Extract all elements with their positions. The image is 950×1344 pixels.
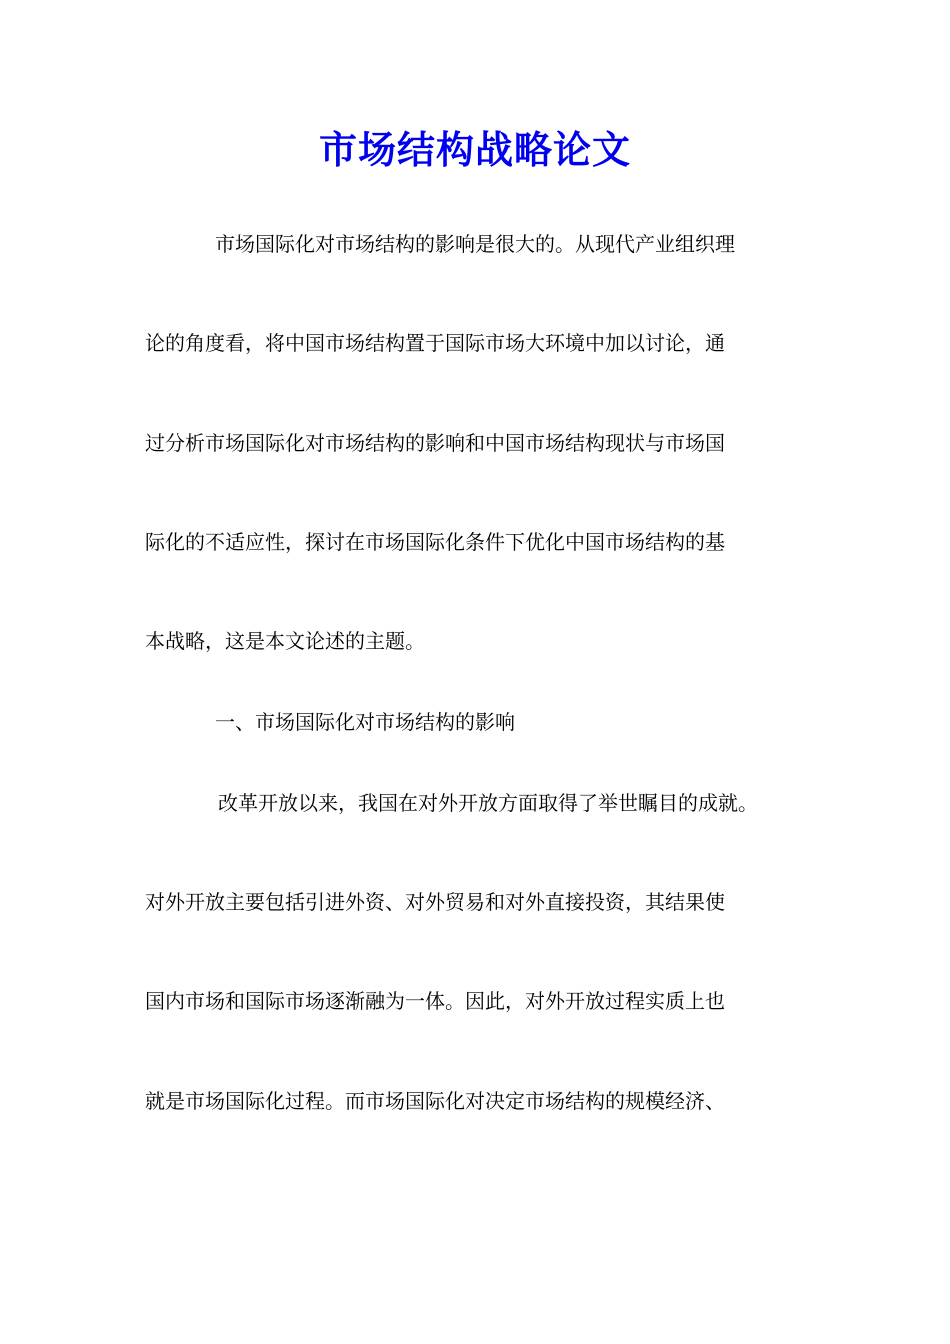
document-title: 市场结构战略论文 xyxy=(318,127,631,172)
paragraph-line: 过分析市场国际化对市场结构的影响和中国市场结构现状与市场国 xyxy=(145,431,725,455)
paragraph-line: 本战略，这是本文论述的主题。 xyxy=(145,629,425,653)
paragraph-line: 就是市场国际化过程。而市场国际化对决定市场结构的规模经济、 xyxy=(145,1089,725,1113)
paragraph-line: 改革开放以来，我国在对外开放方面取得了举世瞩目的成就。 xyxy=(218,791,758,815)
paragraph-line: 对外开放主要包括引进外资、对外贸易和对外直接投资，其结果使 xyxy=(145,890,725,914)
paragraph-line: 际化的不适应性，探讨在市场国际化条件下优化中国市场结构的基 xyxy=(145,530,725,554)
paragraph-line: 市场国际化对市场结构的影响是很大的。从现代产业组织理 xyxy=(215,232,735,256)
paragraph-line: 国内市场和国际市场逐渐融为一体。因此，对外开放过程实质上也 xyxy=(145,989,725,1013)
section-heading: 一、市场国际化对市场结构的影响 xyxy=(215,710,515,734)
paragraph-line: 论的角度看，将中国市场结构置于国际市场大环境中加以讨论，通 xyxy=(145,331,725,355)
